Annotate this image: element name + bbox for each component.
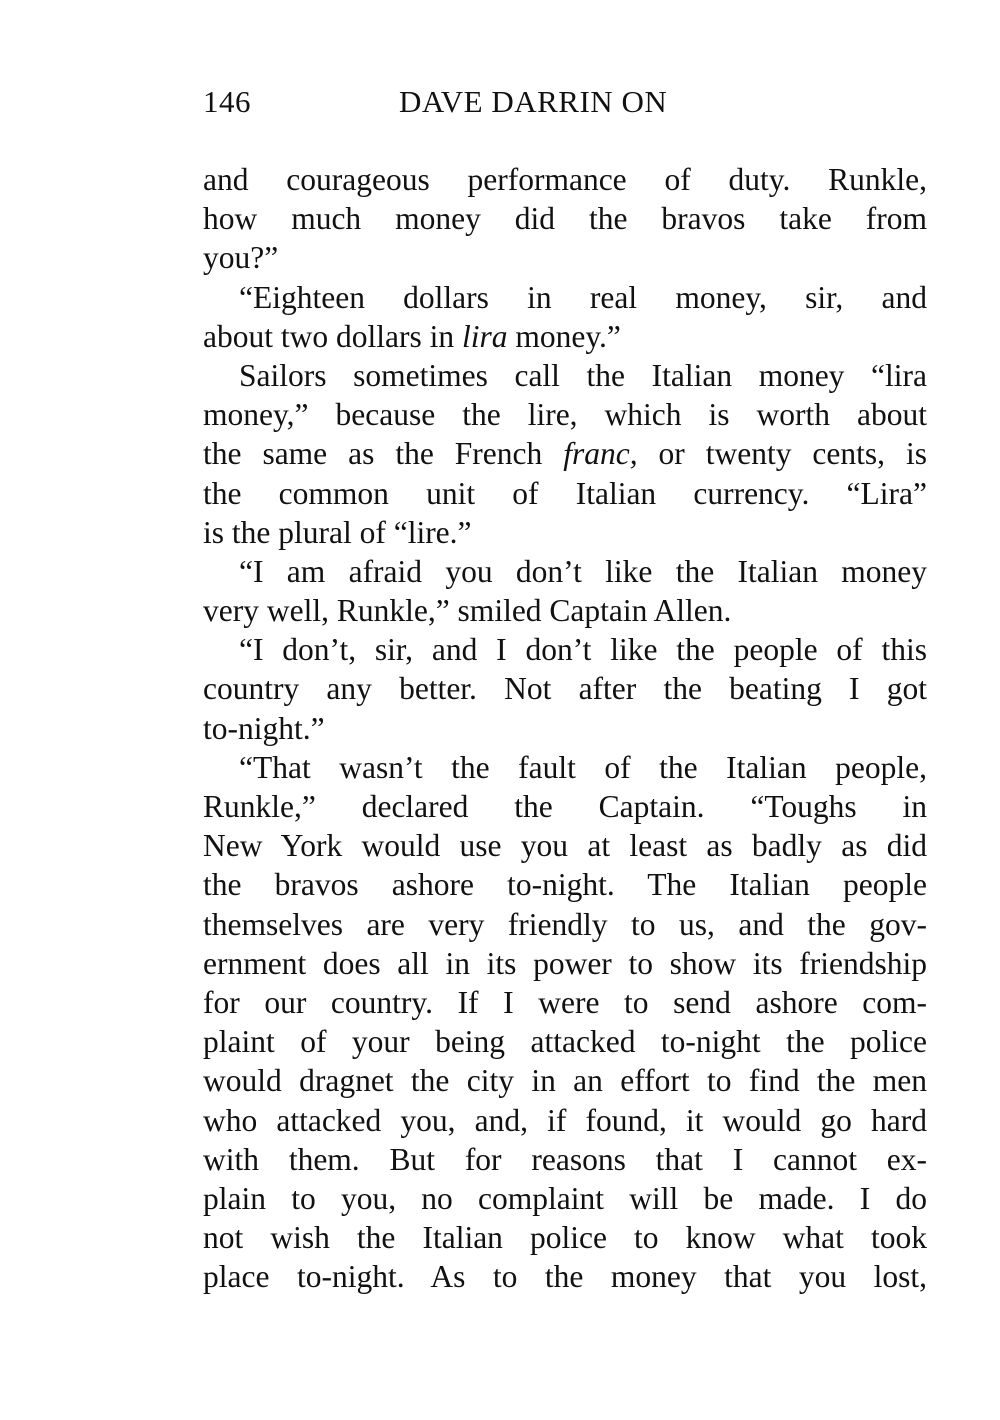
text-segment: and courageous performance of duty. Runkle, [203,162,927,197]
text-line [203,238,927,277]
text-segment: how much money did the bravos take from [203,201,927,237]
text-segment: “Eighteen dollars in real money, sir, and [239,279,927,315]
running-head: DAVE DARRIN ON [399,84,668,119]
text-segment: place to-night. As to the money that you lost, [203,1259,927,1295]
text-segment: the same as the French [203,436,564,472]
text-segment: not wish the Italian police to know what took [203,1220,927,1256]
text-segment: themselves are very friendly to us, and the gov- [203,906,927,942]
text-segment: New York would use you at least as badly as did [203,828,927,864]
text-line [203,199,927,238]
text-segment: you?” [203,240,279,276]
text-line [203,983,927,1022]
text-line [203,1101,927,1140]
text-segment: ernment does all in its power to show its friendship [203,945,927,981]
page-header [203,84,743,128]
text-segment: money.” [507,318,621,354]
page-number: 146 [203,84,251,119]
text-segment: about two dollars in [203,318,462,354]
text-line [203,1179,927,1218]
text-line [203,552,927,591]
text-line [203,1022,927,1061]
text-segment: plaint of your being attacked to-night the police [203,1024,927,1060]
text-line [203,513,927,552]
text-segment: or twenty cents, is [637,436,927,472]
body-text [203,160,927,1296]
text-line [203,1061,927,1100]
text-segment: “I am afraid you don’t like the Italian money [239,553,927,589]
text-segment: “That wasn’t the fault of the Italian people, [239,749,927,785]
text-line [203,826,927,865]
text-segment: for our country. If I were to send ashore com- [203,984,927,1020]
text-segment: the common unit of Italian currency. “Lira” [203,475,927,511]
text-line [203,944,927,983]
text-segment: who attacked you, and, if found, it would go hard [203,1102,927,1138]
text-segment: Runkle,” declared the Captain. “Toughs in [203,789,927,824]
italic-text: lira [461,318,508,354]
text-segment: very well, Runkle,” smiled Captain Allen. [203,593,732,629]
text-line [203,905,927,944]
text-line [203,1140,927,1179]
text-line [203,1218,927,1257]
text-line [203,474,927,513]
text-line [203,1257,927,1296]
text-segment: the bravos ashore to-night. The Italian people [203,867,927,903]
text-segment: would dragnet the city in an effort to find the men [203,1063,927,1099]
text-line [203,669,927,708]
italic-text: franc, [563,436,638,472]
text-segment: with them. But for reasons that I cannot ex- [203,1141,927,1177]
text-line [203,278,927,317]
text-segment: Sailors sometimes call the Italian money “lira [239,357,927,393]
text-segment: to-night.” [203,710,325,746]
text-line [203,709,927,748]
text-segment: money,” because the lire, which is worth about [203,397,927,433]
text-segment: country any better. Not after the beating I got [203,671,927,707]
text-line [203,434,927,473]
text-line [203,630,927,669]
text-line [203,317,927,356]
text-line [203,865,927,904]
text-segment: plain to you, no complaint will be made. I do [203,1180,927,1216]
text-line [203,591,927,630]
text-line [203,160,927,199]
text-segment: “I don’t, sir, and I don’t like the people of this [239,632,927,668]
text-line [203,395,927,434]
text-line [203,356,927,395]
text-segment: is the plural of “lire.” [203,514,472,550]
text-line [203,787,927,826]
text-line [203,748,927,787]
